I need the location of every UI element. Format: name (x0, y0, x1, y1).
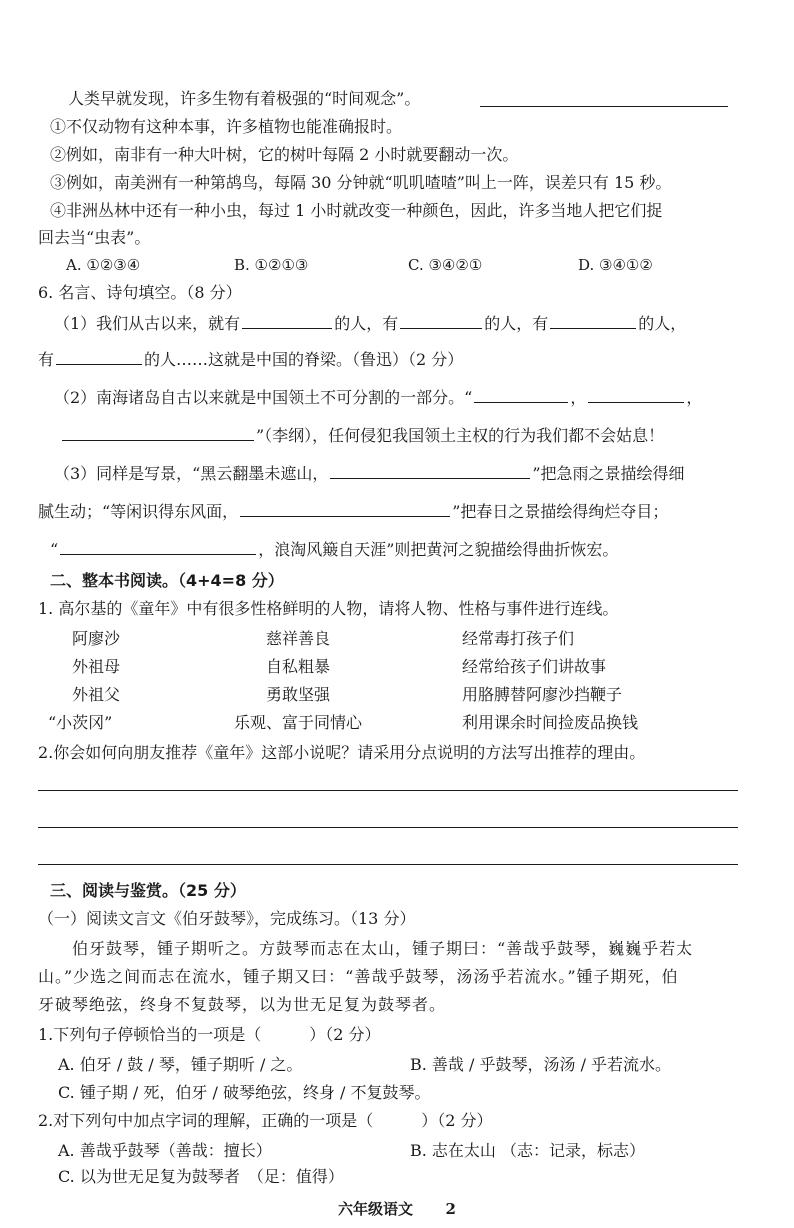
q6-p1-text-e: 有 (38, 350, 55, 369)
classical-text-line: 伯牙鼓琴，锺子期听之。方鼓琴而志在太山，锺子期曰：“善哉乎鼓琴，巍巍乎若太 (72, 939, 694, 958)
q6-part2-line2 (60, 424, 664, 447)
q6-p2-blank-1[interactable] (474, 386, 568, 403)
q6-p3-blank-3[interactable] (60, 538, 256, 555)
q6-p3-blank-2[interactable] (240, 500, 450, 517)
person-item[interactable]: 外祖母 (72, 657, 121, 676)
trait-item[interactable]: 勇敢坚强 (266, 685, 331, 704)
sec3-q1-option-c[interactable]: C. 锺子期 / 死，伯牙 / 破琴绝弦，终身 / 不复鼓琴。 (58, 1083, 431, 1102)
sec3-q2-option-b[interactable]: B. 志在太山 （志：记录，标志） (410, 1141, 646, 1160)
q5-sentence-4a: ④非洲丛林中还有一种小虫，每过 1 小时就改变一种颜色，因此，许多当地人把它们捉 (50, 201, 663, 220)
q6-part3-line2 (38, 500, 668, 523)
sec3-q2-option-c[interactable]: C. 以为世无足复为鼓琴者 （足：值得） (58, 1167, 344, 1186)
event-item[interactable]: 经常给孩子们讲故事 (462, 657, 607, 676)
q6-p1-text-d: 的人， (638, 314, 687, 333)
q6-p3-text-e: “ (50, 540, 59, 559)
q6-p2-blank-2[interactable] (588, 386, 684, 403)
sec3-q1-option-a[interactable]: A. 伯牙 / 鼓 / 琴，锺子期听 / 之。 (58, 1055, 303, 1074)
q6-p1-text-c: 的人，有 (484, 314, 549, 333)
event-item[interactable]: 经常毒打孩子们 (462, 629, 575, 648)
sec3-q1-option-b[interactable]: B. 善哉 / 乎鼓琴，汤汤 / 乎若流水。 (410, 1055, 672, 1074)
q5-lead: 人类早就发现，许多生物有着极强的“时间观念”。 (68, 89, 421, 108)
q6-p3-text-c: 腻生动；“等闲识得东风面， (38, 502, 239, 521)
person-item[interactable]: 阿廖沙 (72, 629, 121, 648)
classical-text-line: 牙破琴绝弦，终身不复鼓琴，以为世无足复为鼓琴者。 (38, 995, 447, 1014)
q6-p1-text-a: （1）我们从古以来，就有 (54, 314, 241, 333)
q6-p1-blank-4[interactable] (56, 348, 142, 365)
sec3-q2: 2.对下列句中加点字词的理解，正确的一项是（ ）（2 分） (38, 1111, 493, 1130)
q5-answer-blank[interactable] (480, 106, 728, 107)
answer-line[interactable] (38, 790, 738, 791)
q5-sentence-1: ①不仅动物有这种本事，许多植物也能准确报时。 (50, 117, 403, 136)
q6-p2-text-a: （2）南海诸岛自古以来就是中国领土不可分割的一部分。“ (54, 388, 473, 407)
classical-text-line: 山。”少选之间而志在流水，锺子期又曰：“善哉乎鼓琴，汤汤乎若流水。”锺子期死，伯 (38, 967, 679, 986)
person-item[interactable]: “小茨冈” (48, 713, 113, 732)
q6-p1-blank-1[interactable] (242, 312, 332, 329)
q6-p1-blank-3[interactable] (550, 312, 636, 329)
q6-p2-text-d: ”（李纲），任何侵犯我国领土主权的行为我们都不会姑息！ (256, 426, 665, 445)
q6-p1-text-b: 的人，有 (334, 314, 399, 333)
q6-p3-text-a: （3）同样是写景，“黑云翻墨未遮山， (54, 464, 329, 483)
sec3-q2-option-a[interactable]: A. 善哉乎鼓琴（善哉：擅长） (58, 1141, 272, 1160)
sec3-sub1: （一）阅读文言文《伯牙鼓琴》，完成练习。（13 分） (38, 909, 416, 928)
q6-part1-line2 (38, 348, 463, 371)
q5-option-a[interactable]: A. ①②③④ (66, 256, 141, 274)
sec2-q1: 1. 高尔基的《童年》中有很多性格鲜明的人物，请将人物、性格与事件进行连线。 (38, 599, 619, 618)
q6-p1-blank-2[interactable] (400, 312, 482, 329)
footer-subject: 六年级语文 (338, 1200, 414, 1218)
q6-title: 6. 名言、诗句填空。（8 分） (38, 283, 242, 302)
q6-p2-text-c: ， (686, 388, 703, 407)
q5-sentence-4b: 回去当“虫表”。 (38, 228, 151, 247)
q6-part1-line1 (54, 312, 686, 335)
q6-part3-line3 (50, 538, 618, 561)
q6-p3-text-f: ，浪淘风簸自天涯”则把黄河之貌描绘得曲折恢宏。 (258, 540, 619, 559)
q5-sentence-2: ②例如，南非有一种大叶树，它的树叶每隔 2 小时就要翻动一次。 (50, 145, 519, 164)
answer-line[interactable] (38, 864, 738, 865)
event-item[interactable]: 用胳膊替阿廖沙挡鞭子 (462, 685, 623, 704)
answer-line[interactable] (38, 827, 738, 828)
q5-sentence-3: ③例如，南美洲有一种第鸪鸟，每隔 30 分钟就“叽叽喳喳”叫上一阵，误差只有 15 秒。 (50, 173, 672, 192)
q5-option-b[interactable]: B. ①②①③ (234, 256, 309, 274)
trait-item[interactable]: 乐观、富于同情心 (234, 713, 363, 732)
q5-option-c[interactable]: C. ③④②① (408, 256, 483, 274)
sec2-q2: 2.你会如何向朋友推荐《童年》这部小说呢？请采用分点说明的方法写出推荐的理由。 (38, 743, 646, 762)
page-footer (0, 1198, 794, 1219)
q6-p3-blank-1[interactable] (330, 462, 530, 479)
q6-part2-line1 (54, 386, 702, 409)
trait-item[interactable]: 慈祥善良 (266, 629, 331, 648)
trait-item[interactable]: 自私粗暴 (266, 657, 331, 676)
person-item[interactable]: 外祖父 (72, 685, 121, 704)
q6-part3-line1 (54, 462, 685, 485)
q6-p2-blank-3[interactable] (62, 424, 254, 441)
event-item[interactable]: 利用课余时间捡废品换钱 (462, 713, 639, 732)
section-2-title: 二、整本书阅读。（4+4=8 分） (50, 571, 284, 590)
page-number: 2 (445, 1200, 456, 1218)
q6-p1-text-f: 的人……这就是中国的脊梁。（鲁迅）（2 分） (144, 350, 464, 369)
q6-p3-text-d: ”把春日之景描绘得绚烂夺目； (452, 502, 669, 521)
section-3-title: 三、阅读与鉴赏。（25 分） (50, 881, 246, 900)
sec3-q1: 1.下列句子停顿恰当的一项是（ ）（2 分） (38, 1025, 381, 1044)
q5-option-d[interactable]: D. ③④①② (578, 256, 653, 274)
q6-p3-text-b: ”把急雨之景描绘得细 (532, 464, 685, 483)
q6-p2-text-b: ， (570, 388, 587, 407)
